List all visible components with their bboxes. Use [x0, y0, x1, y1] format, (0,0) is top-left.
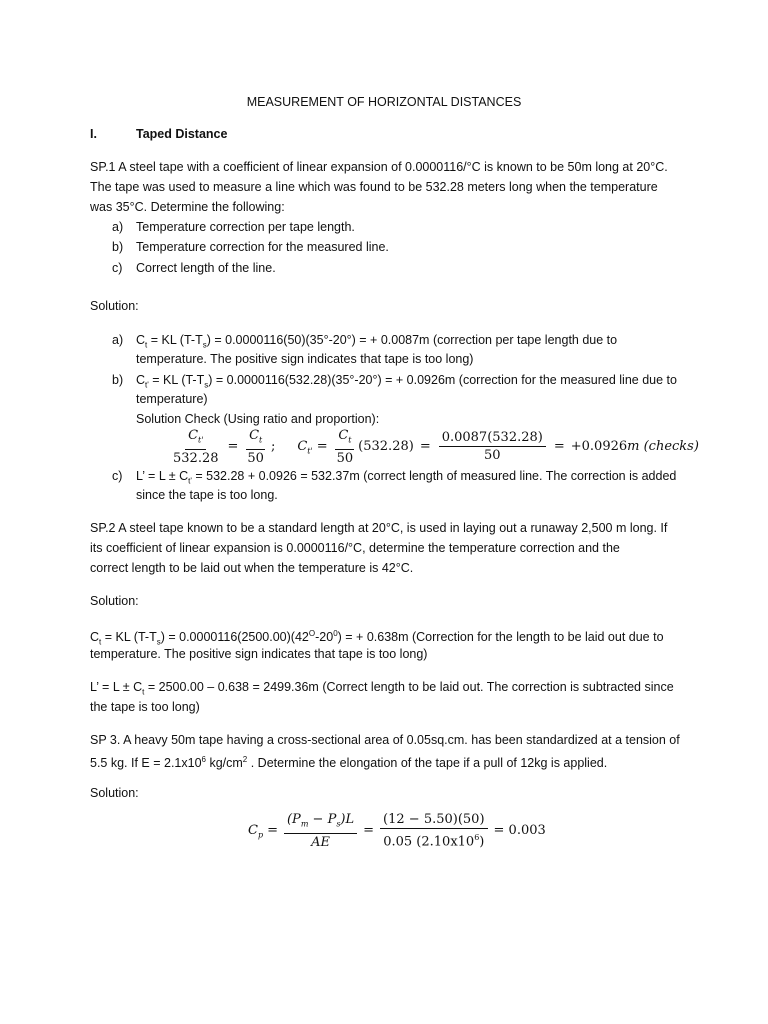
sp1-item-c-label: c) [112, 261, 123, 275]
sp1-item-a-text: Temperature correction per tape length. [136, 220, 355, 234]
sp2-equation-1: $C_t$ = KL $(T-T_s) = 0.0000116(2500.00)(42^O-20^0)$ = + 0.638m (Correction for the length to be laid out due to [90, 629, 664, 647]
sp2-equation-2: L’ = $L \pm C_t = 2500.00 - 0.638 = 2499.36m$ (Correct length to be laid out. The correction is subtracted since [90, 680, 674, 697]
sp3-line-2: 5.5 kg. If $E = 2.1x10^6$ $kg/cm^2$ . Determine the elongation of the tape if a pull of 12kg is applied. [90, 755, 608, 771]
sp1-sol-a-label: a) [112, 333, 124, 347]
sp2-equation-2-line-2: the tape is too long) [90, 700, 200, 714]
sp1-check-equation: $\frac{C_{t'}}{532.28}$ = $\frac{C_t}{50}$ ; $C_{t'}$ = $\frac{C_t}{50}$ (532.28) = $\frac{0.0087(532.28)}{50}$ = +0.0926 m (checks) [168, 428, 699, 466]
sp1-item-b-label: b) [112, 240, 124, 254]
sp1-sol-c-line-2: since the tape is too long. [136, 488, 278, 502]
sp2-solution-label: Solution: [90, 594, 139, 608]
sp2-line-1: SP.2 A steel tape known to be a standard length at 20°C, is used in laying out a runaway 2,500 m long. If [90, 521, 668, 535]
document-title: MEASUREMENT OF HORIZONTAL DISTANCES [246, 95, 522, 109]
sp1-item-b-text: Temperature correction for the measured line. [136, 240, 389, 254]
sp2-equation-1-line-2: temperature. The positive sign indicates that tape is too long) [90, 647, 428, 661]
check-fraction-2: $\frac{C_t}{50}$ [247, 428, 264, 466]
sp1-sol-b-line-1: $C_{t'}$ = KL $(T-T_s) = 0.0000116(532.28)(35^\circ-20^\circ)$ = + 0.0926m (correction for the measured line due to [136, 373, 677, 390]
sp1-line-2: The tape was used to measure a line which was found to be 532.28 meters long when the temperature [90, 180, 658, 194]
sp1-sol-a-line-1: $C_t$ = KL $(T-T_s) = 0.0000116(50)(35^\circ-20^\circ)$ = + 0.0087m (correction per tape length due to [136, 333, 618, 350]
section-number: I. [90, 127, 97, 141]
check-fraction-3: $\frac{C_t}{50}$ [336, 428, 354, 466]
check-fraction-4: $\frac{0.0087(532.28)}{50}$ [439, 430, 546, 463]
sp1-sol-b-label: b) [112, 373, 124, 387]
sp1-solution-check-label: Solution Check (Using ratio and proportion): [136, 412, 380, 426]
sp1-line-1: SP.1 A steel tape with a coefficient of linear expansion of 0.0000116/°C is known to be 50m long at 20°C. [90, 160, 668, 174]
sp2-line-2: its coefficient of linear expansion is 0.0000116/°C, determine the temperature correction and the [90, 541, 620, 555]
sp1-sol-c-line-1: L’ = $L \pm C_{t'} = 532.28 + 0.0926 = 532.37m$ (correct length of measured line. The correction is added [136, 469, 677, 486]
sp3-fraction-1: $\frac{(P_m - P_s)L}{AE}$ [284, 812, 357, 850]
sp1-solution-label: Solution: [90, 299, 139, 313]
sp1-item-c-text: Correct length of the line. [136, 261, 276, 275]
sp1-sol-b-line-2: temperature) [136, 392, 208, 406]
sp1-sol-a-line-2: temperature. The positive sign indicates that tape is too long) [136, 352, 474, 366]
check-fraction-1: $\frac{C_{t'}}{532.28}$ [173, 428, 219, 466]
sp1-sol-c-label: c) [112, 469, 123, 483]
sp1-item-a-label: a) [112, 220, 124, 234]
sp3-line-1: SP 3. A heavy 50m tape having a cross-sectional area of 0.05sq.cm. has been standardized at a tension of [90, 733, 680, 747]
sp3-fraction-2: $\frac{(12 - 5.50)(50)}{0.05 (2.10x10^6)}$ [380, 812, 487, 849]
section-title: Taped Distance [136, 127, 228, 141]
sp1-line-3: was 35°C. Determine the following: [90, 200, 285, 214]
sp3-formula: $C_p$ = $\frac{(P_m - P_s)L}{AE}$ = $\frac{(12 - 5.50)(50)}{0.05 (2.10x10^6)}$ = 0.003 [248, 812, 546, 850]
sp3-solution-label: Solution: [90, 786, 139, 800]
sp2-line-3: correct length to be laid out when the temperature is 42°C. [90, 561, 414, 575]
